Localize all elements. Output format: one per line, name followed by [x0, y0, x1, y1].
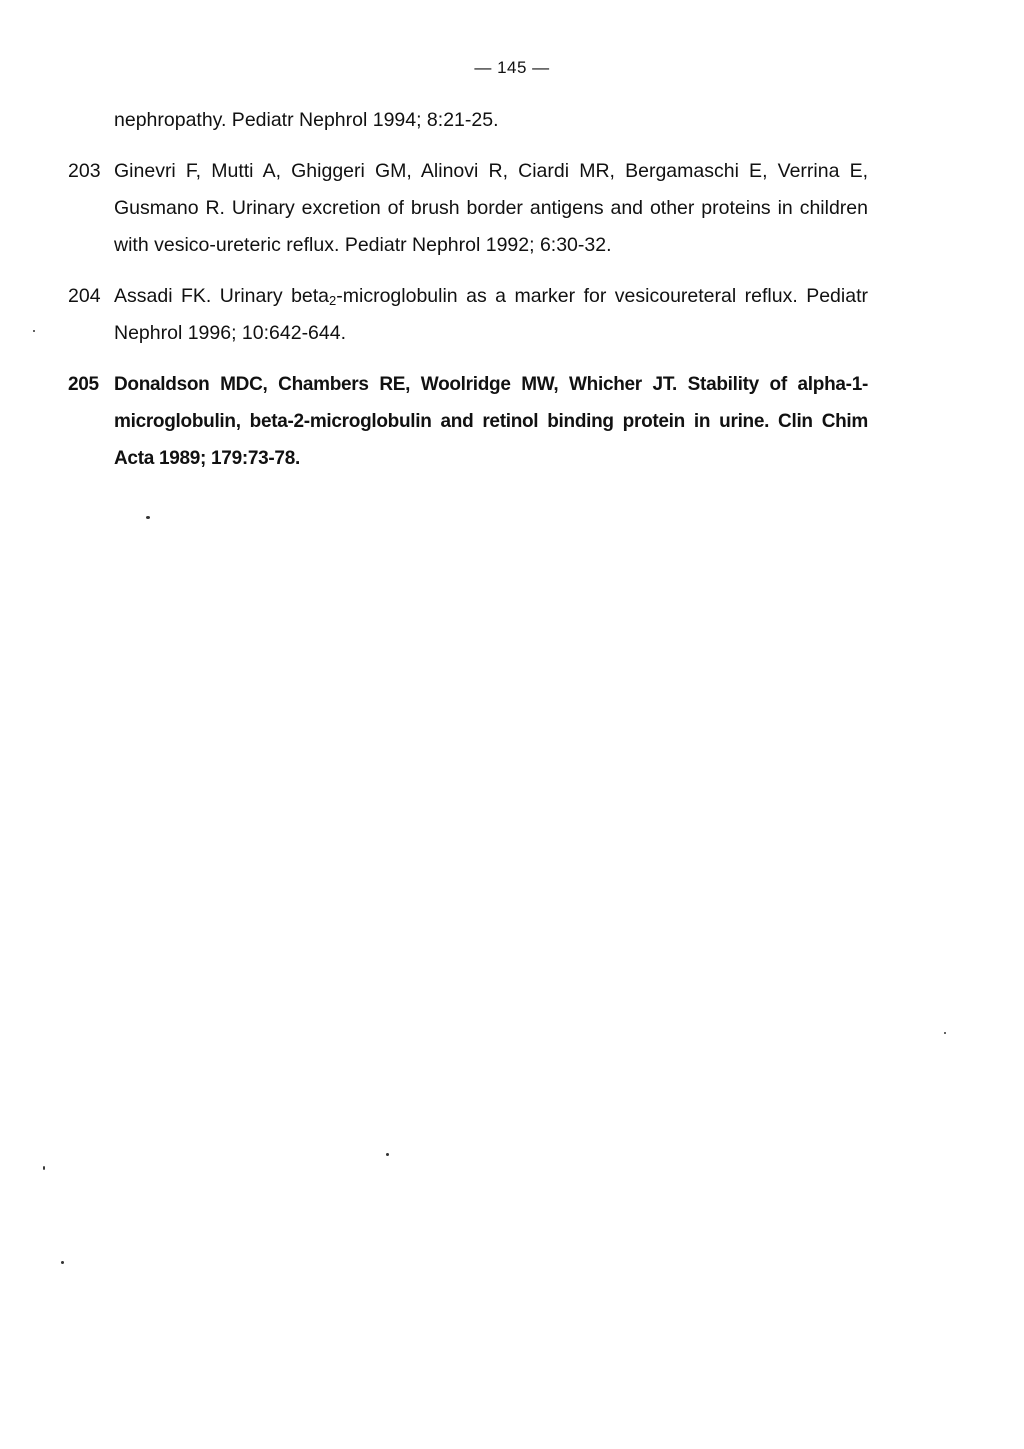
reference-number: 205	[68, 374, 99, 395]
reference-number: 204	[68, 285, 101, 307]
reference-text: Donaldson MDC, Chambers RE, Woolridge MW, Whicher JT. Stability of alpha-1-microglobulin, beta-2-microglobulin and retinol binding protein in urine. Clin Chim Acta 1989; 179:73-78.	[114, 374, 868, 469]
scan-speck	[386, 1153, 389, 1156]
scan-speck	[61, 1261, 64, 1264]
scan-speck	[146, 516, 150, 519]
reference-text	[114, 278, 868, 352]
reference-list	[68, 102, 868, 491]
scan-speck	[43, 1166, 45, 1170]
reference-text: Ginevri F, Mutti A, Ghiggeri GM, Alinovi R, Ciardi MR, Bergamaschi E, Verrina E, Gusmano R. Urinary excretion of brush border antigens and other proteins in children with vesico-ureteric reflux. Pediatr Nephrol 1992; 6:30-32.	[114, 160, 868, 256]
reference-number: 203	[68, 160, 101, 182]
reference-203	[68, 153, 868, 264]
page-number: — 145 —	[474, 58, 550, 77]
reference-continuation: nephropathy. Pediatr Nephrol 1994; 8:21-25.	[114, 109, 499, 131]
reference-204	[68, 278, 868, 352]
subscript: 2	[329, 293, 337, 308]
reference-text-part: Assadi FK. Urinary beta	[114, 285, 330, 307]
reference-text-part: -microglobulin as a marker for vesicoureteral reflux. Pediatr Nephrol 1996; 10:642-644.	[114, 285, 868, 344]
scan-speck	[33, 330, 35, 332]
scan-speck	[944, 1032, 946, 1034]
reference-205	[68, 366, 868, 477]
